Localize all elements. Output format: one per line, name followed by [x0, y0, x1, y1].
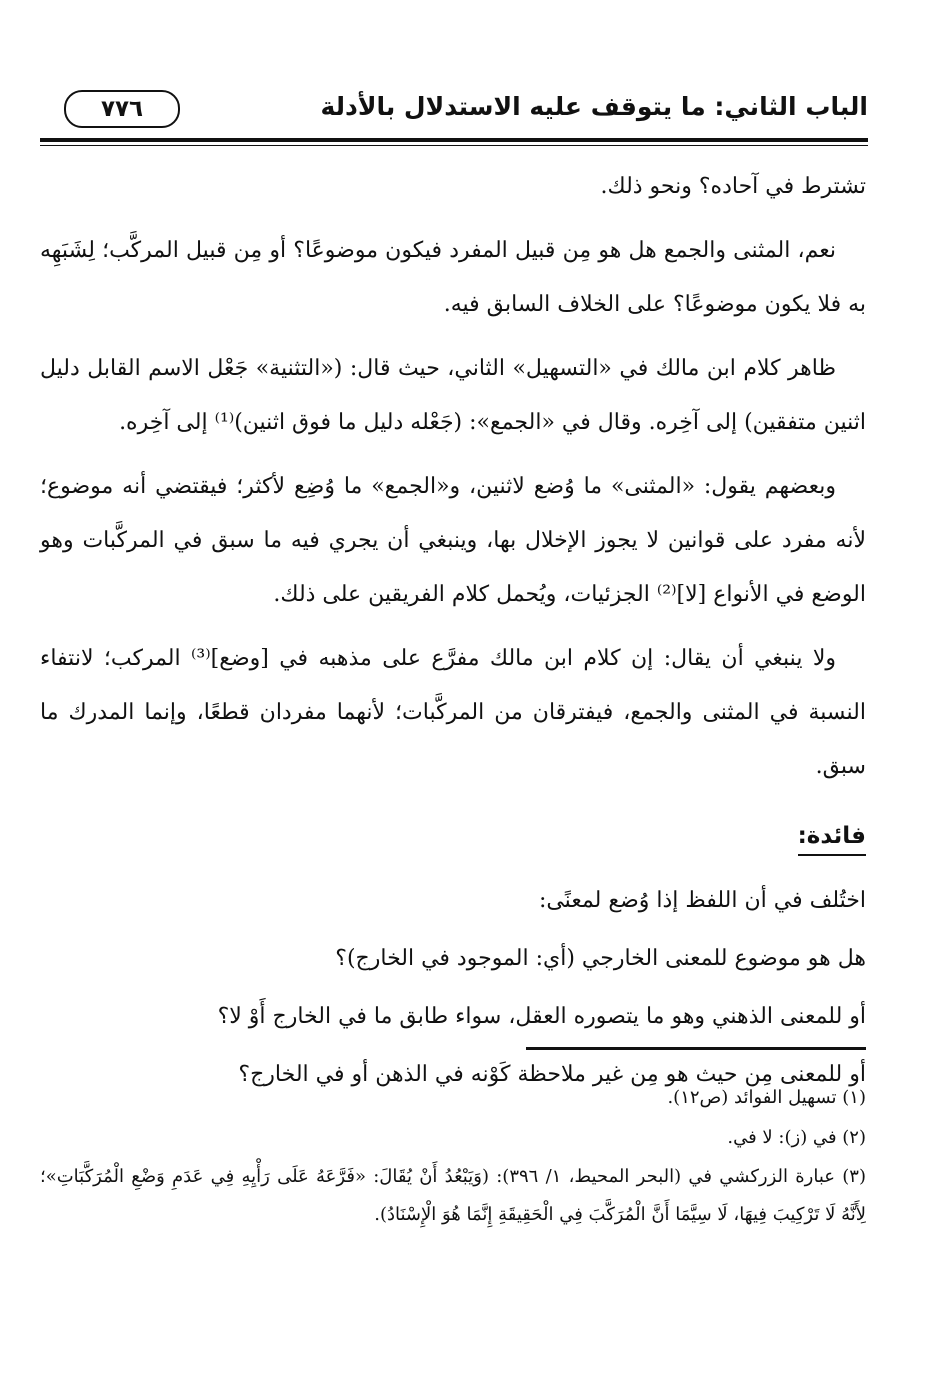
header-rule [40, 138, 868, 142]
footnote-1: (١) تسهيل الفوائد (ص١٢). [667, 1087, 866, 1108]
section-heading: فائدة: [798, 818, 866, 856]
footnote-3: (٣) عبارة الزركشي في (البحر المحيط، ١/ ٣٩٦): (وَيَبْعُدُ أَنْ يُقَالَ: «فَرَّعَهُ عَلَى رَأْيِهِ فِي عَدَمِ وَضْعِ الْمُرَكَّبَاتِ»؛ لِأَنَّهُ لَا تَرْكِيبَ فِيهَا، لَا سِيَّمَا أَنَّ الْمُرَكَّبَ فِي الْحَقِيقَةِ إِنَّمَا هُوَ الْإِسْنَادُ). [40, 1166, 866, 1225]
section-heading-wrapper [40, 804, 866, 872]
question-line-4: أو للمعنى مِن حيث هو مِن غير ملاحظة كَوْنه في الذهن أو في الخارج؟ [238, 1062, 866, 1087]
question-line-3: أو للمعنى الذهني وهو ما يتصوره العقل، سواء طابق ما في الخارج أَوْ لا؟ [217, 1004, 866, 1029]
page-number-badge: ٧٧٦ [64, 90, 180, 128]
footnote-separator [526, 1047, 866, 1050]
paragraph-4: وبعضهم يقول: «المثنى» ما وُضع لاثنين، و«الجمع» ما وُضِع لأكثر؛ فيقتضي أنه موضوع؛ لأنه مفرد على قوانين لا يجوز الإخلال بها، وينبغي أن يجري فيه ما سبق في المركَّبات وهو الوضع في الأنواع [لا]⁽²⁾ الجزئيات، ويُحمل كلام الفريقين على ذلك. [40, 474, 866, 607]
header-rule-thin [40, 145, 868, 146]
paragraph-1: تشترط في آحاده؟ ونحو ذلك. [600, 174, 866, 199]
paragraph-5: ولا ينبغي أن يقال: إن كلام ابن مالك مفرَّع على مذهبه في [وضع]⁽³⁾ المركب؛ لانتفاء النسبة في المثنى والجمع، فيفترقان من المركَّبات؛ لأنهما مفردان قطعًا، وإنما المدرك ما سبق. [40, 646, 866, 779]
paragraph-2: نعم، المثنى والجمع هل هو مِن قبيل المفرد فيكون موضوعًا؟ أو مِن قبيل المركَّب؛ لِشَبَهِه به فلا يكون موضوعًا؟ على الخلاف السابق فيه. [40, 238, 866, 317]
question-line-1: اختُلف في أن اللفظ إذا وُضع لمعنًى: [538, 888, 866, 913]
paragraph-3: ظاهر كلام ابن مالك في «التسهيل» الثاني، حيث قال: («التثنية» جَعْل الاسم القابل دليل اثنين متفقين) إلى آخِره. وقال في «الجمع»: (جَعْله دليل ما فوق اثنين)⁽¹⁾ إلى آخِره. [40, 356, 866, 435]
page-header [40, 78, 868, 144]
main-text [40, 160, 866, 1104]
footnotes [40, 1078, 866, 1234]
footnote-2: (٢) في (ز): لا في. [727, 1127, 866, 1148]
chapter-title: الباب الثاني: ما يتوقف عليه الاستدلال بالأدلة [320, 92, 868, 121]
question-line-2: هل هو موضوع للمعنى الخارجي (أي: الموجود في الخارج)؟ [335, 946, 866, 971]
